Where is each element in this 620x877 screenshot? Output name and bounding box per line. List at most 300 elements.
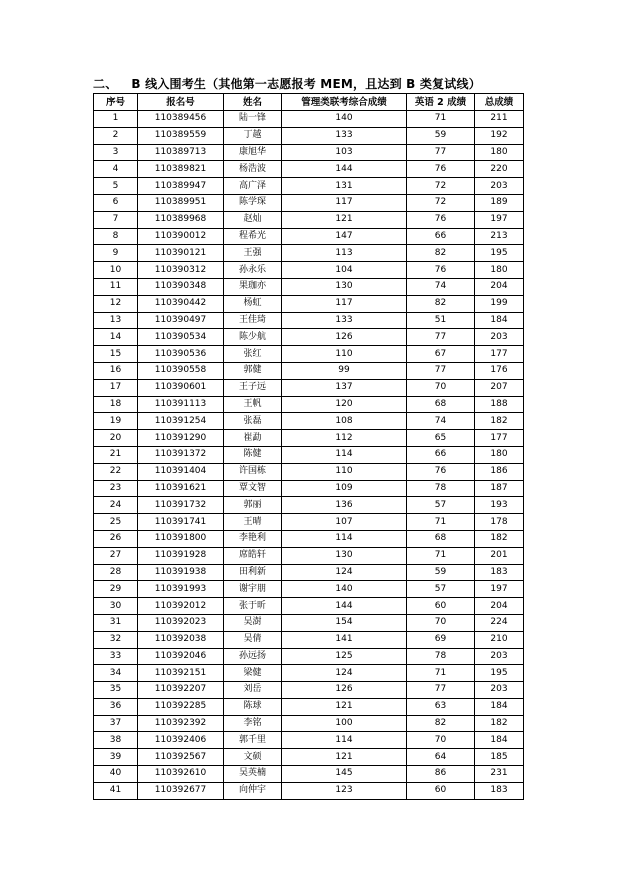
- cell-total-score: 195: [475, 245, 524, 262]
- cell-reg-no: 110390534: [138, 329, 224, 346]
- table-row: [94, 178, 524, 195]
- cell-mgmt-score: 108: [282, 413, 407, 430]
- cell-total-score: 180: [475, 446, 524, 463]
- cell-index: 25: [94, 514, 138, 531]
- cell-reg-no: 110392285: [138, 698, 224, 715]
- cell-english-score: 76: [407, 211, 475, 228]
- cell-reg-no: 110391372: [138, 446, 224, 463]
- cell-mgmt-score: 110: [282, 463, 407, 480]
- cell-reg-no: 110391290: [138, 430, 224, 447]
- cell-reg-no: 110389968: [138, 211, 224, 228]
- table-row: [94, 698, 524, 715]
- cell-english-score: 70: [407, 732, 475, 749]
- cell-name: 郭丽: [224, 497, 282, 514]
- cell-mgmt-score: 124: [282, 564, 407, 581]
- table-row: [94, 127, 524, 144]
- cell-english-score: 67: [407, 346, 475, 363]
- table-row: [94, 782, 524, 799]
- cell-index: 41: [94, 782, 138, 799]
- cell-index: 11: [94, 278, 138, 295]
- cell-total-score: 176: [475, 362, 524, 379]
- cell-reg-no: 110391254: [138, 413, 224, 430]
- cell-index: 35: [94, 682, 138, 699]
- cell-total-score: 177: [475, 346, 524, 363]
- table-row: [94, 547, 524, 564]
- cell-index: 1: [94, 111, 138, 128]
- table-row: [94, 749, 524, 766]
- cell-total-score: 183: [475, 564, 524, 581]
- table-row: [94, 228, 524, 245]
- cell-reg-no: 110392406: [138, 732, 224, 749]
- cell-total-score: 197: [475, 581, 524, 598]
- cell-reg-no: 110391741: [138, 514, 224, 531]
- cell-reg-no: 110391732: [138, 497, 224, 514]
- cell-mgmt-score: 120: [282, 396, 407, 413]
- cell-english-score: 78: [407, 480, 475, 497]
- cell-total-score: 213: [475, 228, 524, 245]
- cell-name: 吴倩: [224, 631, 282, 648]
- cell-total-score: 203: [475, 682, 524, 699]
- cell-reg-no: 110389947: [138, 178, 224, 195]
- cell-mgmt-score: 107: [282, 514, 407, 531]
- cell-reg-no: 110392012: [138, 598, 224, 615]
- cell-mgmt-score: 144: [282, 598, 407, 615]
- table-row: [94, 430, 524, 447]
- cell-index: 23: [94, 480, 138, 497]
- cell-index: 22: [94, 463, 138, 480]
- cell-index: 20: [94, 430, 138, 447]
- cell-english-score: 71: [407, 547, 475, 564]
- cell-name: 李艳利: [224, 530, 282, 547]
- table-row: [94, 312, 524, 329]
- cell-reg-no: 110391621: [138, 480, 224, 497]
- table-row: [94, 682, 524, 699]
- table-row: [94, 715, 524, 732]
- cell-total-score: 204: [475, 598, 524, 615]
- cell-english-score: 72: [407, 194, 475, 211]
- cell-total-score: 224: [475, 614, 524, 631]
- cell-total-score: 195: [475, 665, 524, 682]
- cell-english-score: 72: [407, 178, 475, 195]
- table-row: [94, 346, 524, 363]
- cell-name: 刘岳: [224, 682, 282, 699]
- cell-index: 32: [94, 631, 138, 648]
- cell-english-score: 76: [407, 262, 475, 279]
- cell-reg-no: 110389951: [138, 194, 224, 211]
- cell-english-score: 69: [407, 631, 475, 648]
- cell-name: 果珈亦: [224, 278, 282, 295]
- cell-mgmt-score: 117: [282, 194, 407, 211]
- cell-total-score: 220: [475, 161, 524, 178]
- cell-mgmt-score: 130: [282, 278, 407, 295]
- cell-total-score: 199: [475, 295, 524, 312]
- header-mgmt-score: 管理类联考综合成绩: [282, 94, 407, 111]
- cell-english-score: 57: [407, 497, 475, 514]
- cell-reg-no: 110390348: [138, 278, 224, 295]
- cell-reg-no: 110392610: [138, 766, 224, 783]
- cell-name: 张于昕: [224, 598, 282, 615]
- cell-english-score: 71: [407, 665, 475, 682]
- cell-index: 21: [94, 446, 138, 463]
- cell-mgmt-score: 112: [282, 430, 407, 447]
- cell-english-score: 60: [407, 598, 475, 615]
- cell-reg-no: 110389821: [138, 161, 224, 178]
- table-row: [94, 732, 524, 749]
- cell-name: 张红: [224, 346, 282, 363]
- cell-total-score: 177: [475, 430, 524, 447]
- cell-english-score: 68: [407, 396, 475, 413]
- cell-english-score: 77: [407, 144, 475, 161]
- cell-total-score: 180: [475, 262, 524, 279]
- table-row: [94, 514, 524, 531]
- cell-total-score: 186: [475, 463, 524, 480]
- cell-mgmt-score: 103: [282, 144, 407, 161]
- cell-index: 4: [94, 161, 138, 178]
- cell-total-score: 203: [475, 648, 524, 665]
- cell-reg-no: 110389713: [138, 144, 224, 161]
- table-row: [94, 194, 524, 211]
- section-heading: [93, 75, 481, 92]
- cell-index: 14: [94, 329, 138, 346]
- table-row: [94, 564, 524, 581]
- cell-english-score: 76: [407, 463, 475, 480]
- cell-mgmt-score: 121: [282, 749, 407, 766]
- cell-index: 12: [94, 295, 138, 312]
- cell-name: 杨虹: [224, 295, 282, 312]
- cell-total-score: 197: [475, 211, 524, 228]
- table-row: [94, 665, 524, 682]
- cell-english-score: 70: [407, 614, 475, 631]
- cell-english-score: 82: [407, 245, 475, 262]
- table-row: [94, 413, 524, 430]
- cell-name: 陈球: [224, 698, 282, 715]
- cell-index: 6: [94, 194, 138, 211]
- cell-name: 向仲宇: [224, 782, 282, 799]
- cell-mgmt-score: 133: [282, 127, 407, 144]
- cell-english-score: 77: [407, 329, 475, 346]
- table-row: [94, 262, 524, 279]
- header-name: 姓名: [224, 94, 282, 111]
- cell-english-score: 57: [407, 581, 475, 598]
- table-row: [94, 396, 524, 413]
- cell-name: 王晴: [224, 514, 282, 531]
- table-row: [94, 211, 524, 228]
- cell-name: 王帆: [224, 396, 282, 413]
- cell-name: 张磊: [224, 413, 282, 430]
- cell-index: 7: [94, 211, 138, 228]
- table-row: [94, 295, 524, 312]
- cell-index: 17: [94, 379, 138, 396]
- cell-total-score: 180: [475, 144, 524, 161]
- cell-index: 39: [94, 749, 138, 766]
- cell-name: 谢宇朋: [224, 581, 282, 598]
- cell-total-score: 203: [475, 329, 524, 346]
- table-row: [94, 245, 524, 262]
- table-row: [94, 648, 524, 665]
- cell-index: 33: [94, 648, 138, 665]
- table-row: [94, 530, 524, 547]
- cell-reg-no: 110391800: [138, 530, 224, 547]
- cell-reg-no: 110392567: [138, 749, 224, 766]
- table-row: [94, 379, 524, 396]
- section-title: B 线入围考生（其他第一志愿报考 MEM，且达到 B 类复试线）: [131, 77, 481, 91]
- cell-name: 许国栋: [224, 463, 282, 480]
- cell-english-score: 68: [407, 530, 475, 547]
- cell-english-score: 77: [407, 362, 475, 379]
- cell-name: 赵灿: [224, 211, 282, 228]
- cell-name: 吴澍: [224, 614, 282, 631]
- cell-index: 37: [94, 715, 138, 732]
- cell-name: 孙远扬: [224, 648, 282, 665]
- cell-index: 26: [94, 530, 138, 547]
- cell-mgmt-score: 154: [282, 614, 407, 631]
- cell-total-score: 184: [475, 732, 524, 749]
- cell-reg-no: 110392038: [138, 631, 224, 648]
- cell-reg-no: 110390601: [138, 379, 224, 396]
- section-number: 二、: [93, 77, 118, 91]
- cell-reg-no: 110391928: [138, 547, 224, 564]
- cell-mgmt-score: 121: [282, 698, 407, 715]
- cell-name: 文硕: [224, 749, 282, 766]
- cell-index: 8: [94, 228, 138, 245]
- cell-mgmt-score: 114: [282, 732, 407, 749]
- cell-index: 9: [94, 245, 138, 262]
- cell-index: 3: [94, 144, 138, 161]
- cell-index: 34: [94, 665, 138, 682]
- header-reg-no: 报名号: [138, 94, 224, 111]
- cell-index: 13: [94, 312, 138, 329]
- cell-total-score: 231: [475, 766, 524, 783]
- cell-reg-no: 110391993: [138, 581, 224, 598]
- cell-english-score: 71: [407, 514, 475, 531]
- cell-english-score: 59: [407, 564, 475, 581]
- table-row: [94, 598, 524, 615]
- header-index: 序号: [94, 94, 138, 111]
- cell-total-score: 187: [475, 480, 524, 497]
- cell-mgmt-score: 100: [282, 715, 407, 732]
- table-row: [94, 144, 524, 161]
- cell-total-score: 189: [475, 194, 524, 211]
- cell-total-score: 207: [475, 379, 524, 396]
- cell-mgmt-score: 140: [282, 581, 407, 598]
- cell-reg-no: 110389456: [138, 111, 224, 128]
- cell-name: 郭千里: [224, 732, 282, 749]
- cell-total-score: 184: [475, 698, 524, 715]
- cell-reg-no: 110389559: [138, 127, 224, 144]
- cell-mgmt-score: 141: [282, 631, 407, 648]
- cell-mgmt-score: 125: [282, 648, 407, 665]
- cell-name: 吴英楠: [224, 766, 282, 783]
- cell-total-score: 211: [475, 111, 524, 128]
- cell-mgmt-score: 133: [282, 312, 407, 329]
- cell-english-score: 77: [407, 682, 475, 699]
- cell-name: 席皓轩: [224, 547, 282, 564]
- cell-reg-no: 110390536: [138, 346, 224, 363]
- cell-index: 28: [94, 564, 138, 581]
- cell-name: 杨浩波: [224, 161, 282, 178]
- cell-english-score: 86: [407, 766, 475, 783]
- cell-name: 陈少航: [224, 329, 282, 346]
- cell-name: 陆一锋: [224, 111, 282, 128]
- cell-english-score: 66: [407, 446, 475, 463]
- table-row: [94, 463, 524, 480]
- cell-reg-no: 110391113: [138, 396, 224, 413]
- cell-english-score: 51: [407, 312, 475, 329]
- cell-total-score: 210: [475, 631, 524, 648]
- cell-index: 18: [94, 396, 138, 413]
- cell-total-score: 204: [475, 278, 524, 295]
- cell-reg-no: 110392023: [138, 614, 224, 631]
- cell-total-score: 188: [475, 396, 524, 413]
- table-row: [94, 446, 524, 463]
- cell-total-score: 203: [475, 178, 524, 195]
- cell-name: 高广泽: [224, 178, 282, 195]
- cell-name: 王子远: [224, 379, 282, 396]
- cell-reg-no: 110392392: [138, 715, 224, 732]
- table-row: [94, 278, 524, 295]
- cell-total-score: 193: [475, 497, 524, 514]
- header-row: [94, 94, 524, 111]
- cell-name: 崔勐: [224, 430, 282, 447]
- table-row: [94, 631, 524, 648]
- cell-total-score: 183: [475, 782, 524, 799]
- cell-english-score: 74: [407, 278, 475, 295]
- cell-index: 38: [94, 732, 138, 749]
- cell-name: 李铭: [224, 715, 282, 732]
- cell-mgmt-score: 126: [282, 329, 407, 346]
- table-row: [94, 766, 524, 783]
- cell-english-score: 74: [407, 413, 475, 430]
- cell-mgmt-score: 136: [282, 497, 407, 514]
- cell-name: 陈健: [224, 446, 282, 463]
- cell-index: 15: [94, 346, 138, 363]
- cell-name: 郭健: [224, 362, 282, 379]
- cell-reg-no: 110390558: [138, 362, 224, 379]
- cell-name: 梁健: [224, 665, 282, 682]
- cell-total-score: 182: [475, 413, 524, 430]
- cell-name: 陈学琛: [224, 194, 282, 211]
- cell-total-score: 178: [475, 514, 524, 531]
- cell-mgmt-score: 110: [282, 346, 407, 363]
- cell-english-score: 66: [407, 228, 475, 245]
- table-header: [94, 94, 524, 111]
- cell-total-score: 182: [475, 530, 524, 547]
- cell-index: 10: [94, 262, 138, 279]
- cell-english-score: 82: [407, 295, 475, 312]
- cell-index: 16: [94, 362, 138, 379]
- cell-total-score: 184: [475, 312, 524, 329]
- cell-total-score: 185: [475, 749, 524, 766]
- cell-english-score: 65: [407, 430, 475, 447]
- table-body: [94, 111, 524, 800]
- cell-name: 孙永乐: [224, 262, 282, 279]
- cell-english-score: 71: [407, 111, 475, 128]
- table-row: [94, 614, 524, 631]
- cell-reg-no: 110390012: [138, 228, 224, 245]
- header-english-score: 英语 2 成绩: [407, 94, 475, 111]
- cell-index: 40: [94, 766, 138, 783]
- cell-mgmt-score: 130: [282, 547, 407, 564]
- table-row: [94, 111, 524, 128]
- table-row: [94, 581, 524, 598]
- cell-reg-no: 110390497: [138, 312, 224, 329]
- cell-name: 王佳琦: [224, 312, 282, 329]
- cell-total-score: 201: [475, 547, 524, 564]
- cell-index: 29: [94, 581, 138, 598]
- cell-reg-no: 110391938: [138, 564, 224, 581]
- cell-name: 田利新: [224, 564, 282, 581]
- cell-mgmt-score: 114: [282, 530, 407, 547]
- cell-reg-no: 110392207: [138, 682, 224, 699]
- cell-reg-no: 110390442: [138, 295, 224, 312]
- cell-name: 康旭华: [224, 144, 282, 161]
- cell-index: 19: [94, 413, 138, 430]
- cell-index: 24: [94, 497, 138, 514]
- cell-name: 王强: [224, 245, 282, 262]
- cell-english-score: 70: [407, 379, 475, 396]
- cell-index: 2: [94, 127, 138, 144]
- cell-mgmt-score: 121: [282, 211, 407, 228]
- cell-mgmt-score: 144: [282, 161, 407, 178]
- cell-total-score: 182: [475, 715, 524, 732]
- cell-english-score: 60: [407, 782, 475, 799]
- cell-name: 丁越: [224, 127, 282, 144]
- cell-english-score: 64: [407, 749, 475, 766]
- cell-mgmt-score: 123: [282, 782, 407, 799]
- table-row: [94, 362, 524, 379]
- table-row: [94, 497, 524, 514]
- cell-index: 36: [94, 698, 138, 715]
- cell-index: 27: [94, 547, 138, 564]
- table-row: [94, 329, 524, 346]
- table-row: [94, 480, 524, 497]
- cell-reg-no: 110390312: [138, 262, 224, 279]
- cell-mgmt-score: 145: [282, 766, 407, 783]
- cell-mgmt-score: 124: [282, 665, 407, 682]
- cell-english-score: 63: [407, 698, 475, 715]
- cell-mgmt-score: 131: [282, 178, 407, 195]
- cell-mgmt-score: 140: [282, 111, 407, 128]
- cell-mgmt-score: 114: [282, 446, 407, 463]
- cell-index: 31: [94, 614, 138, 631]
- cell-name: 程希光: [224, 228, 282, 245]
- header-total-score: 总成绩: [475, 94, 524, 111]
- cell-reg-no: 110390121: [138, 245, 224, 262]
- cell-reg-no: 110392151: [138, 665, 224, 682]
- cell-mgmt-score: 147: [282, 228, 407, 245]
- cell-mgmt-score: 137: [282, 379, 407, 396]
- candidate-table: [93, 93, 524, 800]
- cell-name: 覃文智: [224, 480, 282, 497]
- cell-mgmt-score: 117: [282, 295, 407, 312]
- cell-index: 30: [94, 598, 138, 615]
- cell-reg-no: 110392677: [138, 782, 224, 799]
- table-row: [94, 161, 524, 178]
- cell-reg-no: 110392046: [138, 648, 224, 665]
- cell-index: 5: [94, 178, 138, 195]
- cell-mgmt-score: 99: [282, 362, 407, 379]
- cell-total-score: 192: [475, 127, 524, 144]
- cell-reg-no: 110391404: [138, 463, 224, 480]
- cell-mgmt-score: 104: [282, 262, 407, 279]
- cell-mgmt-score: 109: [282, 480, 407, 497]
- cell-mgmt-score: 126: [282, 682, 407, 699]
- cell-english-score: 59: [407, 127, 475, 144]
- cell-english-score: 76: [407, 161, 475, 178]
- cell-english-score: 78: [407, 648, 475, 665]
- cell-mgmt-score: 113: [282, 245, 407, 262]
- cell-english-score: 82: [407, 715, 475, 732]
